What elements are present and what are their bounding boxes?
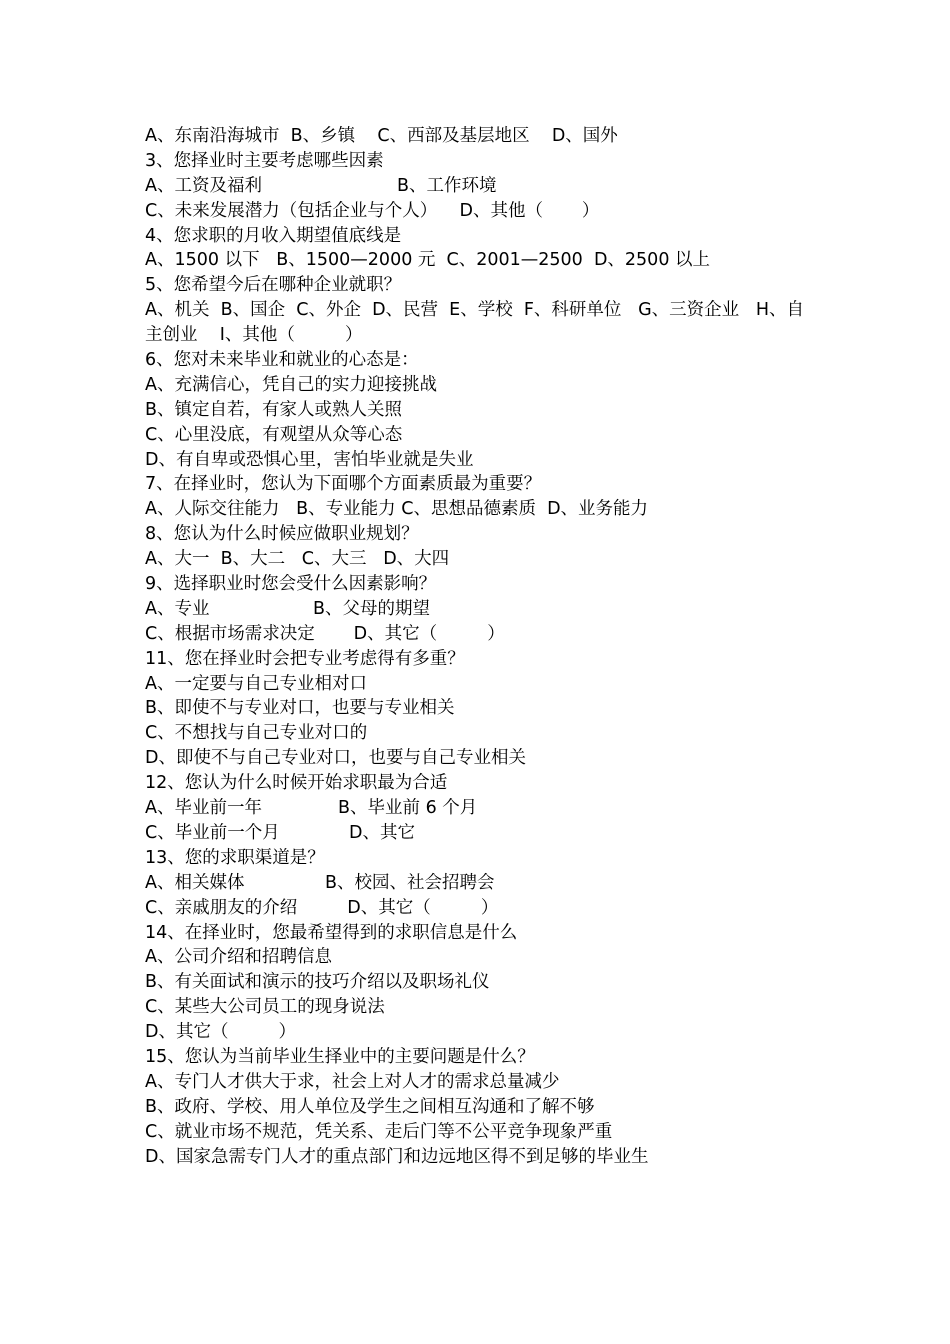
line-text: 6、您对未来毕业和就业的心态是： xyxy=(145,350,419,371)
line-text: C、未来发展潜力（包括企业与个人） D、其他（ ） xyxy=(145,200,600,221)
line-text: 5、您希望今后在哪种企业就职？ xyxy=(145,275,402,296)
text-line xyxy=(145,696,825,721)
line-text: 9、选择职业时您会受什么因素影响？ xyxy=(145,574,437,595)
text-line xyxy=(145,547,825,572)
line-text: B、政府、学校、用人单位及学生之间相互沟通和了解不够 xyxy=(145,1096,595,1117)
text-line xyxy=(145,1145,825,1170)
text-line xyxy=(145,248,825,273)
text-line xyxy=(145,298,825,323)
line-text: A、1500 以下 B、1500—2000 元 C、2001—2500 D、2500 以上 xyxy=(145,250,711,271)
line-text: D、即使不与自己专业对口，也要与自己专业相关 xyxy=(145,748,526,769)
line-option-text: B、父母的期望 xyxy=(313,598,431,619)
line-text: A、专业 xyxy=(145,598,210,619)
line-text: 14、在择业时，您最希望得到的求职信息是什么 xyxy=(145,922,518,943)
text-line xyxy=(145,970,825,995)
text-line xyxy=(145,995,825,1020)
text-line xyxy=(145,199,825,224)
line-text: A、大一 B、大二 C、大三 D、大四 xyxy=(145,549,450,570)
line-text: A、机关 B、国企 C、外企 D、民营 E、学校 F、科研单位 G、三资企业 H、自 xyxy=(145,300,805,321)
line-text: A、毕业前一年 xyxy=(145,798,262,819)
line-text: 8、您认为什么时候应做职业规划？ xyxy=(145,524,419,545)
line-text: A、人际交往能力 B、专业能力 C、思想品德素质 D、业务能力 xyxy=(145,499,649,520)
text-line xyxy=(145,323,825,348)
survey-text xyxy=(145,124,825,1169)
text-line xyxy=(145,398,825,423)
text-line xyxy=(145,174,825,199)
line-text: A、专门人才供大于求，社会上对人才的需求总量减少 xyxy=(145,1071,560,1092)
text-line xyxy=(145,124,825,149)
line-text: A、工资及福利 xyxy=(145,175,262,196)
text-line xyxy=(145,721,825,746)
text-line xyxy=(145,224,825,249)
text-line xyxy=(145,1020,825,1045)
line-text: 7、在择业时，您认为下面哪个方面素质最为重要？ xyxy=(145,474,542,495)
line-text: 15、您认为当前毕业生择业中的主要问题是什么？ xyxy=(145,1046,535,1067)
line-text: B、有关面试和演示的技巧介绍以及职场礼仪 xyxy=(145,972,490,993)
line-text: A、一定要与自己专业相对口 xyxy=(145,673,367,694)
line-text: 13、您的求职渠道是？ xyxy=(145,847,325,868)
line-option-text: D、其它 xyxy=(349,822,415,843)
text-line xyxy=(145,647,825,672)
text-line xyxy=(145,622,825,647)
text-line xyxy=(145,423,825,448)
line-option-text: B、校园、社会招聘会 xyxy=(325,872,495,893)
text-line xyxy=(145,472,825,497)
line-text: B、即使不与专业对口，也要与专业相关 xyxy=(145,698,455,719)
line-text: D、国家急需专门人才的重点部门和边远地区得不到足够的毕业生 xyxy=(145,1146,649,1167)
line-text: 4、您求职的月收入期望值底线是 xyxy=(145,225,402,246)
line-text: 11、您在择业时会把专业考虑得有多重？ xyxy=(145,648,465,669)
text-line xyxy=(145,921,825,946)
line-text: C、某些大公司员工的现身说法 xyxy=(145,997,385,1018)
line-text: 主创业 I、其他（ ） xyxy=(145,325,363,346)
text-line xyxy=(145,149,825,174)
text-line xyxy=(145,273,825,298)
line-text: B、镇定自若，有家人或熟人关照 xyxy=(145,399,403,420)
text-line xyxy=(145,1095,825,1120)
line-text: 3、您择业时主要考虑哪些因素 xyxy=(145,150,384,171)
text-line xyxy=(145,871,825,896)
text-line xyxy=(145,597,825,622)
line-text: C、亲戚朋友的介绍 D、其它（ ） xyxy=(145,897,499,918)
text-line xyxy=(145,522,825,547)
text-line xyxy=(145,497,825,522)
line-text: A、充满信心，凭自己的实力迎接挑战 xyxy=(145,374,437,395)
line-text: C、就业市场不规范，凭关系、走后门等不公平竞争现象严重 xyxy=(145,1121,613,1142)
line-text: C、根据市场需求决定 D、其它（ ） xyxy=(145,623,505,644)
text-line xyxy=(145,1070,825,1095)
line-text: C、毕业前一个月 xyxy=(145,822,280,843)
line-text: D、有自卑或恐惧心里，害怕毕业就是失业 xyxy=(145,449,474,470)
text-line xyxy=(145,796,825,821)
line-option-text: B、毕业前 6 个月 xyxy=(338,798,478,819)
text-line xyxy=(145,1120,825,1145)
line-text: A、公司介绍和招聘信息 xyxy=(145,947,332,968)
line-text: A、相关媒体 xyxy=(145,872,245,893)
text-line xyxy=(145,746,825,771)
text-line xyxy=(145,945,825,970)
line-text: C、心里没底，有观望从众等心态 xyxy=(145,424,403,445)
text-line xyxy=(145,1045,825,1070)
text-line xyxy=(145,348,825,373)
text-line xyxy=(145,373,825,398)
text-line xyxy=(145,572,825,597)
text-line xyxy=(145,846,825,871)
text-line xyxy=(145,896,825,921)
text-line xyxy=(145,672,825,697)
line-text: A、东南沿海城市 B、乡镇 C、西部及基层地区 D、国外 xyxy=(145,126,618,146)
text-line xyxy=(145,821,825,846)
line-option-text: B、工作环境 xyxy=(397,175,497,196)
line-text: D、其它（ ） xyxy=(145,1022,297,1043)
text-line xyxy=(145,771,825,796)
line-text: C、不想找与自己专业对口的 xyxy=(145,723,368,744)
text-line xyxy=(145,448,825,473)
line-text: 12、您认为什么时候开始求职最为合适 xyxy=(145,773,448,794)
